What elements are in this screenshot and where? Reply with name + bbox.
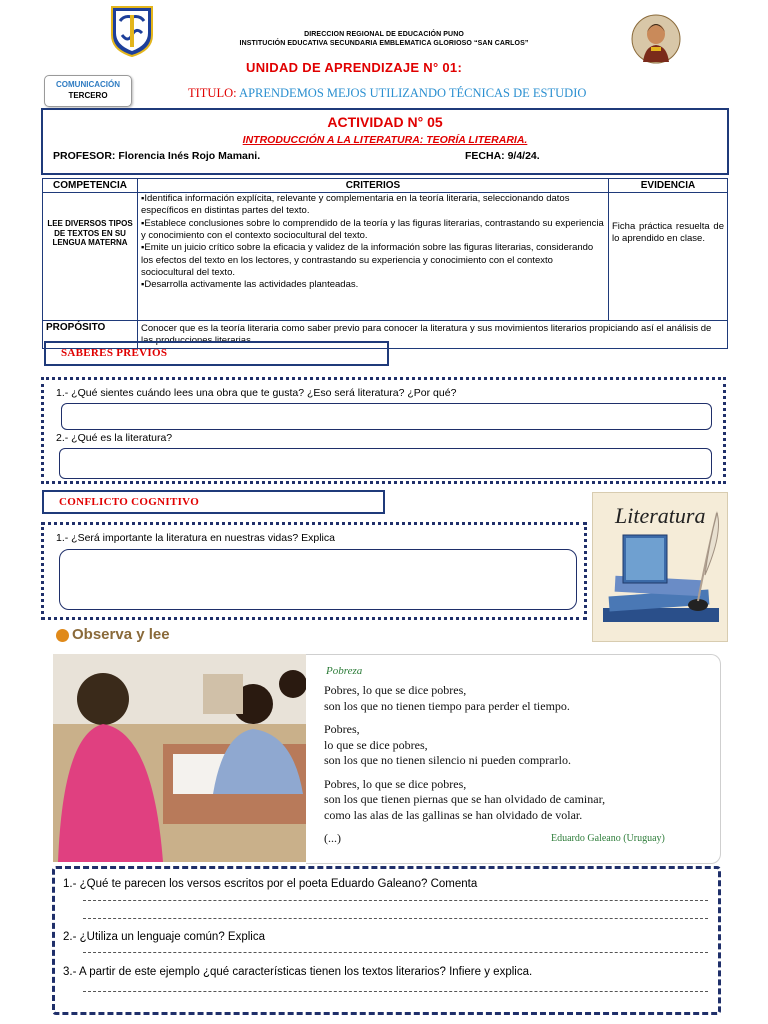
pregunta-q1: 1.- ¿Qué te parecen los versos escritos por el poeta Eduardo Galeano? Comenta — [63, 878, 478, 890]
poem-line: lo que se dice pobres, — [324, 737, 428, 752]
literatura-illustration — [592, 492, 728, 642]
poem-line: como las alas de las gallinas se han olvidado de volar. — [324, 807, 583, 822]
evidencia-cell: Ficha práctica resuelta de lo aprendido en clase. — [609, 193, 728, 321]
profesor-name: PROFESOR: Florencia Inés Rojo Mamani. — [53, 150, 261, 162]
poem-author: Eduardo Galeano (Uruguay) — [551, 833, 665, 844]
answer-field[interactable] — [61, 403, 712, 430]
answer-line[interactable] — [83, 918, 708, 919]
answer-line[interactable] — [83, 900, 708, 901]
header-direccion: DIRECCION REGIONAL DE EDUCACIÓN PUNO — [304, 31, 464, 38]
poem-line: Pobres, lo que se dice pobres, — [324, 776, 467, 791]
criterio-item: ▪Desarrolla activamente las actividades planteadas. — [141, 279, 359, 291]
table-header-row — [43, 179, 728, 193]
observa-icon — [56, 629, 69, 642]
criterio-text: Identifica información explícita, relevante y complementaria en la teoría literaria, seleccionando datos específicos en distintas partes del texto. — [141, 193, 570, 217]
grade-label: TERCERO — [68, 91, 108, 100]
criterios-cell — [138, 193, 609, 321]
poem-line: son los que tienen piernas que se han olvidado de caminar, — [324, 792, 606, 806]
poem-line: (...) — [324, 831, 341, 845]
criterio-text: Emite un juicio crítico sobre la eficacia y validez de la información sobre las figuras literarias, considerando los efectos del texto en los lectores, y contrastando su experiencia y conocimiento con el contexto sociocultural del texto. — [141, 242, 594, 279]
preguntas-box — [52, 866, 721, 1015]
poem-line: son los que no tienen silencio ni pueden comprarlo. — [324, 753, 571, 767]
poem-line: Pobres, lo que se dice pobres, — [324, 683, 467, 697]
poem-line: son los que no tienen tiempo para perder el tiempo. — [324, 698, 570, 713]
conflicto-q1: 1.- ¿Será importante la literatura en nuestras vidas? Explica — [56, 532, 335, 544]
proposito-label: PROPÓSITO — [43, 321, 138, 349]
actividad-box — [41, 108, 729, 175]
competencia-cell: LEE DIVERSOS TIPOS DE TEXTOS EN SU LENGUA MATERNA — [43, 193, 138, 321]
answer-field[interactable] — [59, 448, 712, 479]
fecha: FECHA: 9/4/24. — [465, 150, 540, 162]
saberes-box — [41, 377, 726, 484]
criterio-item: ▪Establece conclusiones sobre lo comprendido de la teoría y las figuras literarias, contrastando su experiencia y conocimiento con el contexto sociocultural del texto. — [141, 217, 604, 242]
saberes-banner: SABERES PREVIOS — [44, 341, 389, 366]
observa-title: Observa y lee — [72, 626, 170, 643]
answer-line[interactable] — [83, 952, 708, 953]
answer-line[interactable] — [83, 991, 708, 992]
header-competencia: COMPETENCIA — [43, 179, 138, 193]
answer-field[interactable] — [59, 549, 577, 610]
poem-body — [324, 683, 605, 847]
table-row — [43, 193, 728, 321]
criterio-text: Establece conclusiones sobre lo comprendido de la teoría y las figuras literarias, contrastando su experiencia y conocimiento con el contexto sociocultural del texto. — [141, 217, 604, 242]
literatura-label: Literatura — [615, 503, 706, 528]
pregunta-q3: 3.- A partir de este ejemplo ¿qué características tienen los textos literarios? Infiere y explica. — [63, 966, 533, 978]
saberes-q2: 2.- ¿Qué es la literatura? — [56, 432, 173, 444]
conflicto-banner: CONFLICTO COGNITIVO — [42, 490, 385, 514]
header-institucion: INSTITUCIÓN EDUCATIVA SECUNDARIA EMBLEMATICA GLORIOSO “SAN CARLOS” — [239, 40, 529, 47]
titulo-label: TITULO: — [188, 86, 237, 100]
poem-title: Pobreza — [326, 665, 363, 677]
unidad-title: UNIDAD DE APRENDIZAJE N° 01: — [246, 60, 463, 75]
portrait-medallion — [631, 14, 681, 64]
criterio-text: Desarrolla activamente las actividades planteadas. — [144, 279, 359, 291]
saberes-q1: 1.- ¿Qué sientes cuándo lees una obra que te gusta? ¿Eso será literatura? ¿Por qué? — [56, 387, 457, 399]
criterio-item: ▪Identifica información explícita, relevante y complementaria en la teoría literaria, seleccionando datos específicos en distintas partes del texto. — [141, 193, 570, 217]
competency-table — [42, 178, 728, 349]
criterio-item: ▪Emite un juicio crítico sobre la eficacia y validez de la información sobre las figuras literarias, considerando los efectos del texto en los lectores, y contrastando su experiencia y conocimiento con el contexto sociocultural del texto. — [141, 242, 594, 279]
titulo-value: APRENDEMOS MEJOS UTILIZANDO TÉCNICAS DE ESTUDIO — [239, 86, 587, 100]
area-label: COMUNICACIÓN — [56, 80, 120, 89]
actividad-subtitle: INTRODUCCIÓN A LA LITERATURA: TEORÍA LITERARIA. — [242, 134, 528, 146]
header-criterios: CRITERIOS — [138, 179, 609, 193]
titulo-line — [188, 86, 586, 101]
proposito-text: Conocer que es la teoría literaria como saber previo para conocer la literatura y sus movimientos literarios propiciando así el análisis de las producciones literarias. — [138, 321, 728, 349]
actividad-title: ACTIVIDAD N° 05 — [327, 114, 443, 130]
poem-card — [306, 654, 721, 864]
poem-line: Pobres, — [324, 722, 360, 736]
classroom-photo — [53, 654, 306, 862]
area-grade-badge — [44, 75, 132, 107]
pregunta-q2: 2.- ¿Utiliza un lenguaje común? Explica — [63, 931, 265, 943]
header-evidencia: EVIDENCIA — [609, 179, 728, 193]
conflicto-box — [41, 522, 587, 620]
